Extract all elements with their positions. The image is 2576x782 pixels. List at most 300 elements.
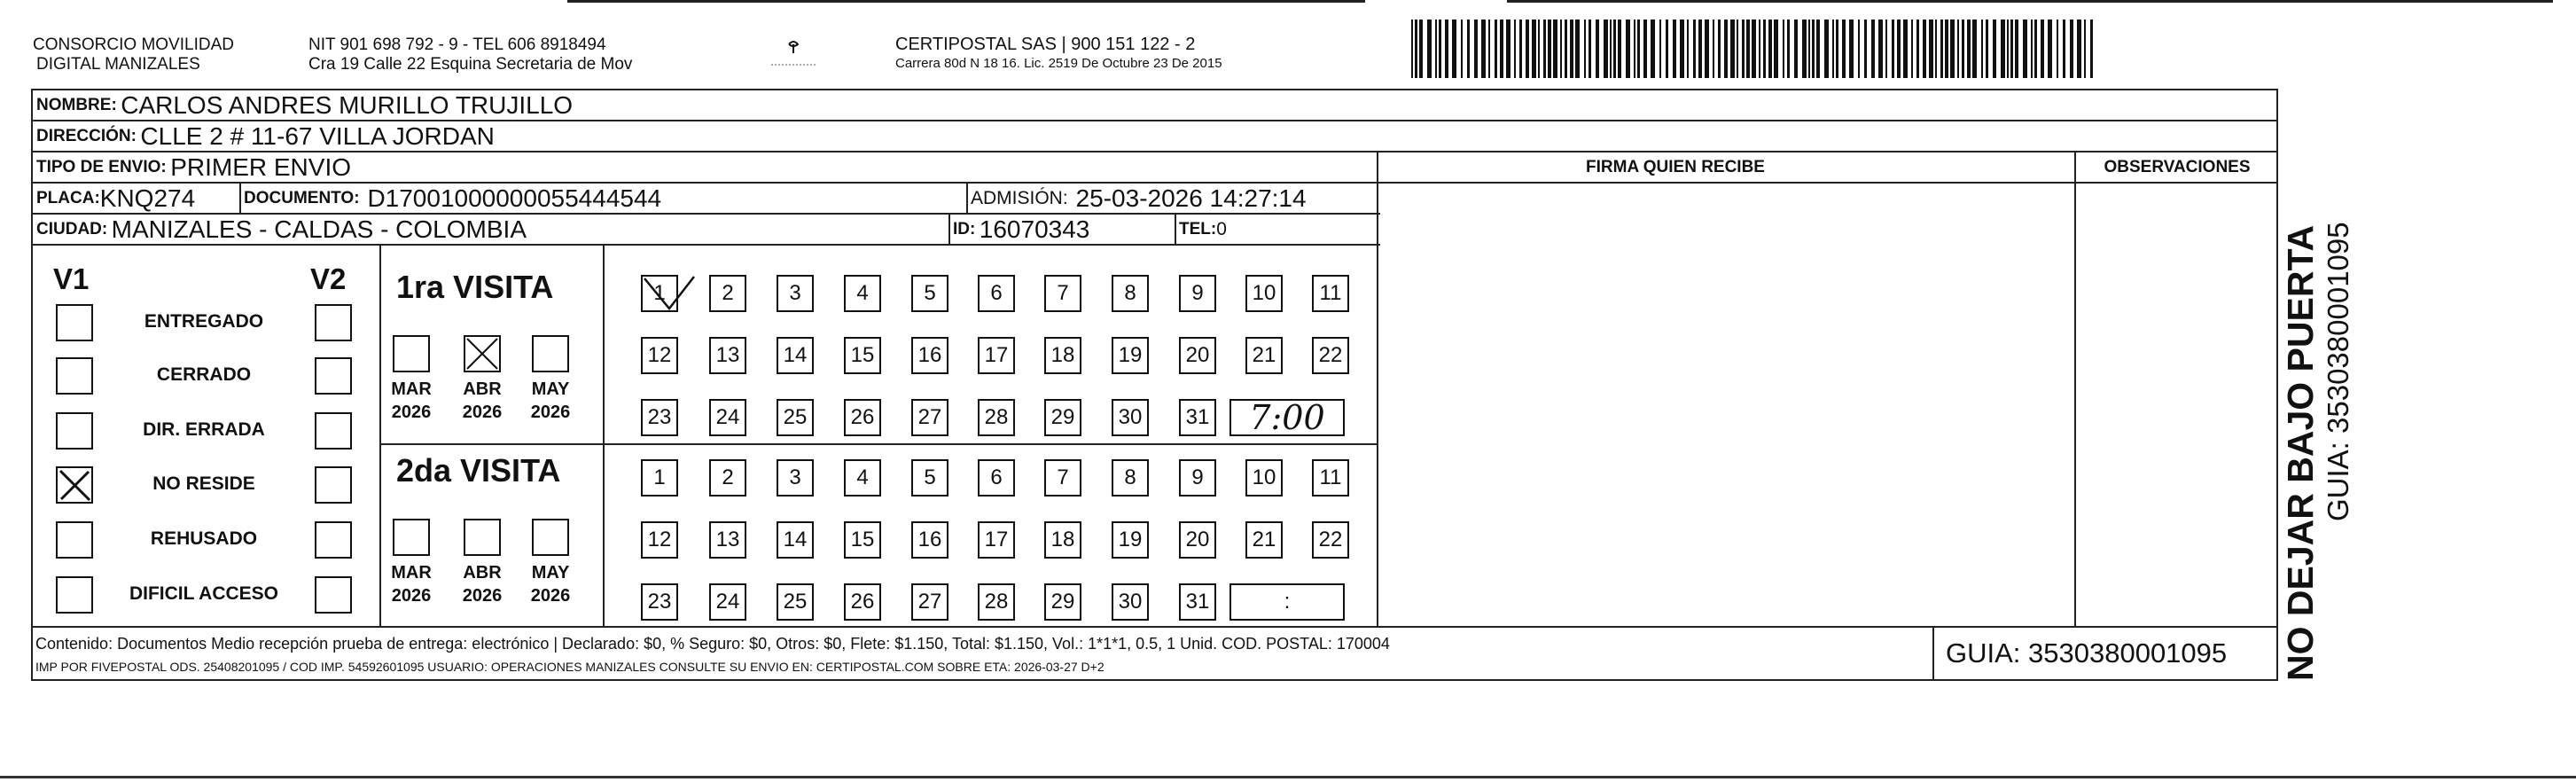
barcode-bar [1903,20,1908,78]
day-box[interactable] [844,275,881,312]
day-number: 1 [653,281,666,305]
barcode-bar [1481,20,1486,78]
carrier-name: CERTIPOSTAL SAS | 900 151 122 - 2 [895,35,1196,54]
day-box[interactable] [1044,399,1081,436]
barcode-bar [1680,20,1684,78]
admision-value: 25-03-2026 14:27:14 [1075,184,1307,212]
barcode-bar [2048,20,2052,78]
day-number: 27 [917,405,942,429]
month-year: 2026 [391,403,432,422]
day-number: 29 [1050,590,1075,614]
day-number: 23 [647,590,672,614]
barcode-bar [1532,20,1536,78]
day-box[interactable] [1179,583,1216,621]
day-number: 14 [783,528,808,551]
v1-checkbox[interactable] [56,521,93,559]
divider [1377,152,1378,628]
month-label [456,378,509,424]
day-box[interactable] [978,583,1015,621]
ciudad-value: MANIZALES - CALDAS - COLOMBIA [111,215,527,243]
barcode-bar [1526,20,1529,78]
day-number: 8 [1124,465,1136,489]
barcode-bar [1439,20,1441,78]
month-year: 2026 [391,586,432,606]
day-box[interactable] [1245,459,1283,497]
day-box[interactable] [709,521,746,559]
nit-line: NIT 901 698 792 - 9 - TEL 606 8918494 [308,35,606,54]
carrier-info [895,34,1222,73]
v2-checkbox[interactable] [315,412,352,450]
month-label [385,378,438,424]
barcode-bar [1604,20,1608,78]
barcode-bar [1666,20,1668,78]
top-scan-line [1507,0,2553,3]
barcode-bar [1445,20,1448,78]
barcode-bar [1548,20,1551,78]
day-box[interactable] [709,459,746,497]
placa-value: KNQ274 [99,184,196,212]
barcode-bar [1713,20,1714,78]
month-name: MAY [531,563,570,583]
divider [948,215,950,246]
barcode-bar [1467,20,1470,78]
barcode-bar [1858,20,1860,78]
day-number: 15 [850,528,875,551]
day-number: 31 [1185,590,1210,614]
company-line-1: CONSORCIO MOVILIDAD [33,35,234,54]
day-number: 12 [647,528,672,551]
barcode-bar [1584,20,1586,78]
ciudad-label: CIUDAD: [36,219,108,239]
day-box[interactable] [1044,583,1081,621]
day-box[interactable] [1179,399,1216,436]
v1-checkbox[interactable] [56,466,93,504]
day-number: 5 [924,465,936,489]
day-box[interactable] [844,521,881,559]
row-placa [33,184,1380,215]
day-number: 13 [715,343,740,367]
barcode-bar [1746,20,1750,78]
barcode-bar [1565,20,1567,78]
barcode-bar [1613,20,1616,78]
day-box[interactable] [1044,275,1081,312]
day-box[interactable] [1112,459,1149,497]
barcode-bar [1730,20,1735,78]
day-box[interactable] [709,399,746,436]
day-number: 30 [1118,405,1143,429]
day-box[interactable] [1112,275,1149,312]
day-box[interactable] [911,275,948,312]
day-number: 22 [1318,343,1343,367]
day-number: 7 [1057,465,1069,489]
day-box[interactable] [1112,583,1149,621]
day-number: 16 [917,528,942,551]
visit-2-title: 2da VISITA [396,452,561,489]
day-number: 31 [1185,405,1210,429]
day-number: 6 [990,281,1003,305]
tel-value: 0 [1216,218,1227,239]
day-box[interactable] [978,399,1015,436]
day-box[interactable] [641,275,678,312]
barcode-bar [2090,20,2093,78]
v2-checkbox[interactable] [315,576,352,614]
day-box[interactable] [777,521,814,559]
status-label-5: DIFICIL ACCESO [129,583,278,604]
day-box[interactable] [978,521,1015,559]
day-box[interactable] [709,583,746,621]
day-number: 18 [1050,343,1075,367]
bottom-scan-line [0,776,2576,778]
day-box[interactable] [844,583,881,621]
month-checkbox[interactable] [532,335,569,372]
divider [2074,152,2076,628]
day-number: 18 [1050,528,1075,551]
day-box[interactable] [911,583,948,621]
day-box[interactable] [709,337,746,374]
tel-label: TEL: [1179,219,1217,239]
documento-value: D17001000000055444544 [367,184,662,212]
barcode-bar [2041,20,2044,78]
day-box[interactable] [844,399,881,436]
barcode-bar [1538,20,1540,78]
day-box[interactable] [1179,275,1216,312]
day-number: 6 [990,465,1003,489]
time-box[interactable] [1229,583,1345,621]
divider [33,626,2278,628]
barcode-bar [1878,20,1883,78]
barcode-bar [1596,20,1599,78]
day-number: 19 [1118,528,1143,551]
month-year: 2026 [530,403,571,422]
day-number: 5 [924,281,936,305]
v1-header: V1 [53,262,90,295]
day-number: 29 [1050,405,1075,429]
day-box[interactable] [641,521,678,559]
day-number: 21 [1252,343,1276,367]
day-box[interactable] [1179,337,1216,374]
barcode [1411,20,2103,78]
row-nombre [33,90,2278,121]
day-box[interactable] [709,275,746,312]
barcode-bar [1693,20,1696,78]
day-box[interactable] [1245,337,1283,374]
month-checkbox[interactable] [532,519,569,556]
barcode-bar [1842,20,1846,78]
barcode-bar [1673,20,1676,78]
barcode-bar [2034,20,2037,78]
v1-checkbox[interactable] [56,357,93,395]
barcode-bar [1794,20,1798,78]
barcode-bar [1411,20,1413,78]
day-number: 2 [722,281,734,305]
barcode-bar [1618,20,1621,78]
day-box[interactable] [1312,521,1349,559]
day-number: 24 [715,405,740,429]
day-number: 11 [1319,465,1342,489]
barcode-bar [2023,20,2027,78]
admision-label: ADMISIÓN: [971,187,1068,208]
barcode-bar [2063,20,2065,78]
month-label [524,561,577,607]
v2-checkbox[interactable] [315,357,352,395]
barcode-bar [1940,20,1943,78]
day-box[interactable] [1044,521,1081,559]
day-box[interactable] [844,337,881,374]
day-number: 20 [1185,528,1210,551]
day-number: 25 [783,590,808,614]
day-box[interactable] [1044,337,1081,374]
placa-label: PLACA: [36,188,100,207]
barcode-bar [1560,20,1562,78]
day-check-mark-icon [639,271,701,314]
month-label [456,561,509,607]
barcode-bar [1415,20,1417,78]
barcode-bar [1427,20,1432,78]
day-box[interactable] [978,459,1015,497]
day-box[interactable] [978,337,1015,374]
address-line: Cra 19 Calle 22 Esquina Secretaria de Mov [308,55,633,74]
barcode-bar [1575,20,1580,78]
day-number: 14 [783,343,808,367]
barcode-bar [1774,20,1778,78]
month-year: 2026 [462,586,503,606]
day-number: 23 [647,405,672,429]
day-box[interactable] [641,583,678,621]
barcode-bar [1962,20,1964,78]
day-number: 20 [1185,343,1210,367]
day-box[interactable] [1312,459,1349,497]
barcode-bar [1783,20,1784,78]
barcode-bar [1768,20,1772,78]
barcode-bar [1643,20,1647,78]
month-name: MAR [391,563,432,583]
divider [239,184,241,215]
barcode-bar [1802,20,1807,78]
month-name: MAR [391,379,432,399]
divider [603,246,605,628]
day-box[interactable] [777,399,814,436]
barcode-bar [1495,20,1497,78]
company-line-2: DIGITAL MANIZALES [36,55,200,74]
barcode-bar [2084,20,2086,78]
v1-checkbox[interactable] [56,576,93,614]
barcode-bar [1916,20,1919,78]
divider [1175,215,1176,246]
barcode-bar [1986,20,1988,78]
day-box[interactable] [641,459,678,497]
day-number: 22 [1318,528,1343,551]
barcode-bar [2031,20,2033,78]
tipo-label: TIPO DE ENVIO: [36,157,167,176]
day-number: 16 [917,343,942,367]
day-number: 17 [984,528,1009,551]
v2-checkbox[interactable] [315,521,352,559]
divider [381,443,1378,445]
day-number: 4 [856,281,869,305]
company-info [308,35,632,74]
id-label: ID: [953,219,976,239]
barcode-bar [1488,20,1490,78]
barcode-bar [1737,20,1738,78]
barcode-bar [1461,20,1463,78]
day-number: 3 [789,281,801,305]
day-number: 9 [1191,281,1204,305]
day-box[interactable] [1112,521,1149,559]
month-year: 2026 [462,403,503,422]
day-number: 28 [984,590,1009,614]
v2-checkbox[interactable] [315,466,352,504]
month-checkbox[interactable] [393,335,430,372]
direccion-value: CLLE 2 # 11-67 VILLA JORDAN [140,121,495,150]
day-number: 4 [856,465,869,489]
divider [966,184,968,215]
day-box[interactable] [911,521,948,559]
row-direccion [33,121,2278,152]
barcode-bar [1589,20,1591,78]
day-box[interactable] [911,459,948,497]
barcode-bar [1816,20,1820,78]
day-number: 10 [1252,465,1276,489]
month-name: MAY [531,379,570,399]
barcode-bar [1763,20,1766,78]
day-number: 17 [984,343,1009,367]
nombre-label: NOMBRE: [36,95,117,114]
barcode-bar [1892,20,1894,78]
barcode-bar [1519,20,1522,78]
day-number: 9 [1191,465,1204,489]
barcode-bar [1935,20,1937,78]
day-number: 27 [917,590,942,614]
day-box[interactable] [1179,521,1216,559]
day-box[interactable] [911,337,948,374]
day-box[interactable] [1312,337,1349,374]
barcode-bar [1543,20,1546,78]
v1-checkbox[interactable] [56,412,93,450]
barcode-bar [1506,20,1510,78]
company-name [33,35,234,74]
day-box[interactable] [1044,459,1081,497]
day-box[interactable] [1179,459,1216,497]
barcode-bar [1634,20,1635,78]
barcode-bar [1724,20,1728,78]
day-box[interactable] [641,337,678,374]
time-box[interactable] [1229,399,1345,436]
divider [379,246,381,628]
barcode-bar [1610,20,1612,78]
footer-imp: IMP POR FIVEPOSTAL ODS. 25408201095 / COD IMP. 54592601095 USUARIO: OPERACIONES MANIZALES CONSULTE SU ENVIO EN: CERTIPOSTAL.COM SOBRE ETA: 2026-03-27 D+2 [35,660,1105,674]
id-value: 16070343 [979,215,1090,243]
day-box[interactable] [844,459,881,497]
barcode-bar [1885,20,1887,78]
v1-checkbox[interactable] [56,304,93,341]
barcode-bar [1787,20,1790,78]
day-box[interactable] [641,399,678,436]
carrier-address: Carrera 80d N 18 16. Lic. 2519 De Octubre 23 De 2015 [895,56,1222,71]
day-number: 7 [1057,281,1069,305]
status-label-2: DIR. ERRADA [143,419,265,440]
top-scan-line [567,0,1365,3]
day-number: 24 [715,590,740,614]
day-number: 11 [1319,281,1342,305]
month-name: ABR [463,379,502,399]
barcode-bar [1967,20,1971,78]
barcode-bar [2010,20,2013,78]
tipo-value: PRIMER ENVIO [170,152,352,181]
day-box[interactable] [777,337,814,374]
day-box[interactable] [978,275,1015,312]
day-box[interactable] [777,459,814,497]
barcode-bar [1419,20,1423,78]
direccion-label: DIRECCIÓN: [36,126,137,145]
day-number: 13 [715,528,740,551]
barcode-bar [1897,20,1901,78]
row-ciudad [33,215,1380,246]
divider [1932,626,1934,681]
barcode-bar [1864,20,1867,78]
barcode-bar [1514,20,1516,78]
barcode-bar [2077,20,2081,78]
day-box[interactable] [1245,275,1283,312]
month-checkbox[interactable] [393,519,430,556]
firma-label: FIRMA QUIEN RECIBE [1586,157,1765,176]
day-box[interactable] [1312,275,1349,312]
side-text [2278,113,2367,681]
barcode-bar [2015,20,2018,78]
barcode-bar [1923,20,1926,78]
month-checkbox[interactable] [464,335,501,372]
day-box[interactable] [911,399,948,436]
day-number: 30 [1118,590,1143,614]
barcode-bar [2057,20,2058,78]
barcode-bar [2007,20,2009,78]
day-number: 10 [1252,281,1276,305]
v2-checkbox[interactable] [315,304,352,341]
day-box[interactable] [777,275,814,312]
barcode-bar [1911,20,1913,78]
day-number: 25 [783,405,808,429]
barcode-bar [1836,20,1838,78]
month-name: ABR [463,563,502,583]
barcode-bar [1651,20,1655,78]
status-label-3: NO RESIDE [152,473,255,494]
barcode-bar [1500,20,1503,78]
month-checkbox[interactable] [464,519,501,556]
day-box[interactable] [1112,399,1149,436]
barcode-bar [1752,20,1756,78]
barcode-bar [1945,20,1948,78]
day-box[interactable] [777,583,814,621]
barcode-bar [1972,20,1977,78]
day-number: 3 [789,465,801,489]
day-box[interactable] [1112,337,1149,374]
barcode-bar [1957,20,1959,78]
row-tipo [33,152,2278,184]
certipostal-logo-icon [762,35,824,71]
time-handwritten: 7:00 [1249,398,1325,437]
no-dejar-bajo-puerta: NO DEJAR BAJO PUERTA [2280,224,2321,681]
side-guia: GUIA: 3530380001095 [2322,222,2354,521]
status-label-0: ENTREGADO [144,311,264,332]
day-number: 12 [647,343,672,367]
barcode-bars [1411,20,2103,78]
barcode-bar [1687,20,1689,78]
day-box[interactable] [1245,521,1283,559]
documento-label: DOCUMENTO: [244,188,360,207]
barcode-bar [1626,20,1630,78]
day-number: 21 [1252,528,1276,551]
barcode-bar [1812,20,1815,78]
barcode-bar [1808,20,1810,78]
